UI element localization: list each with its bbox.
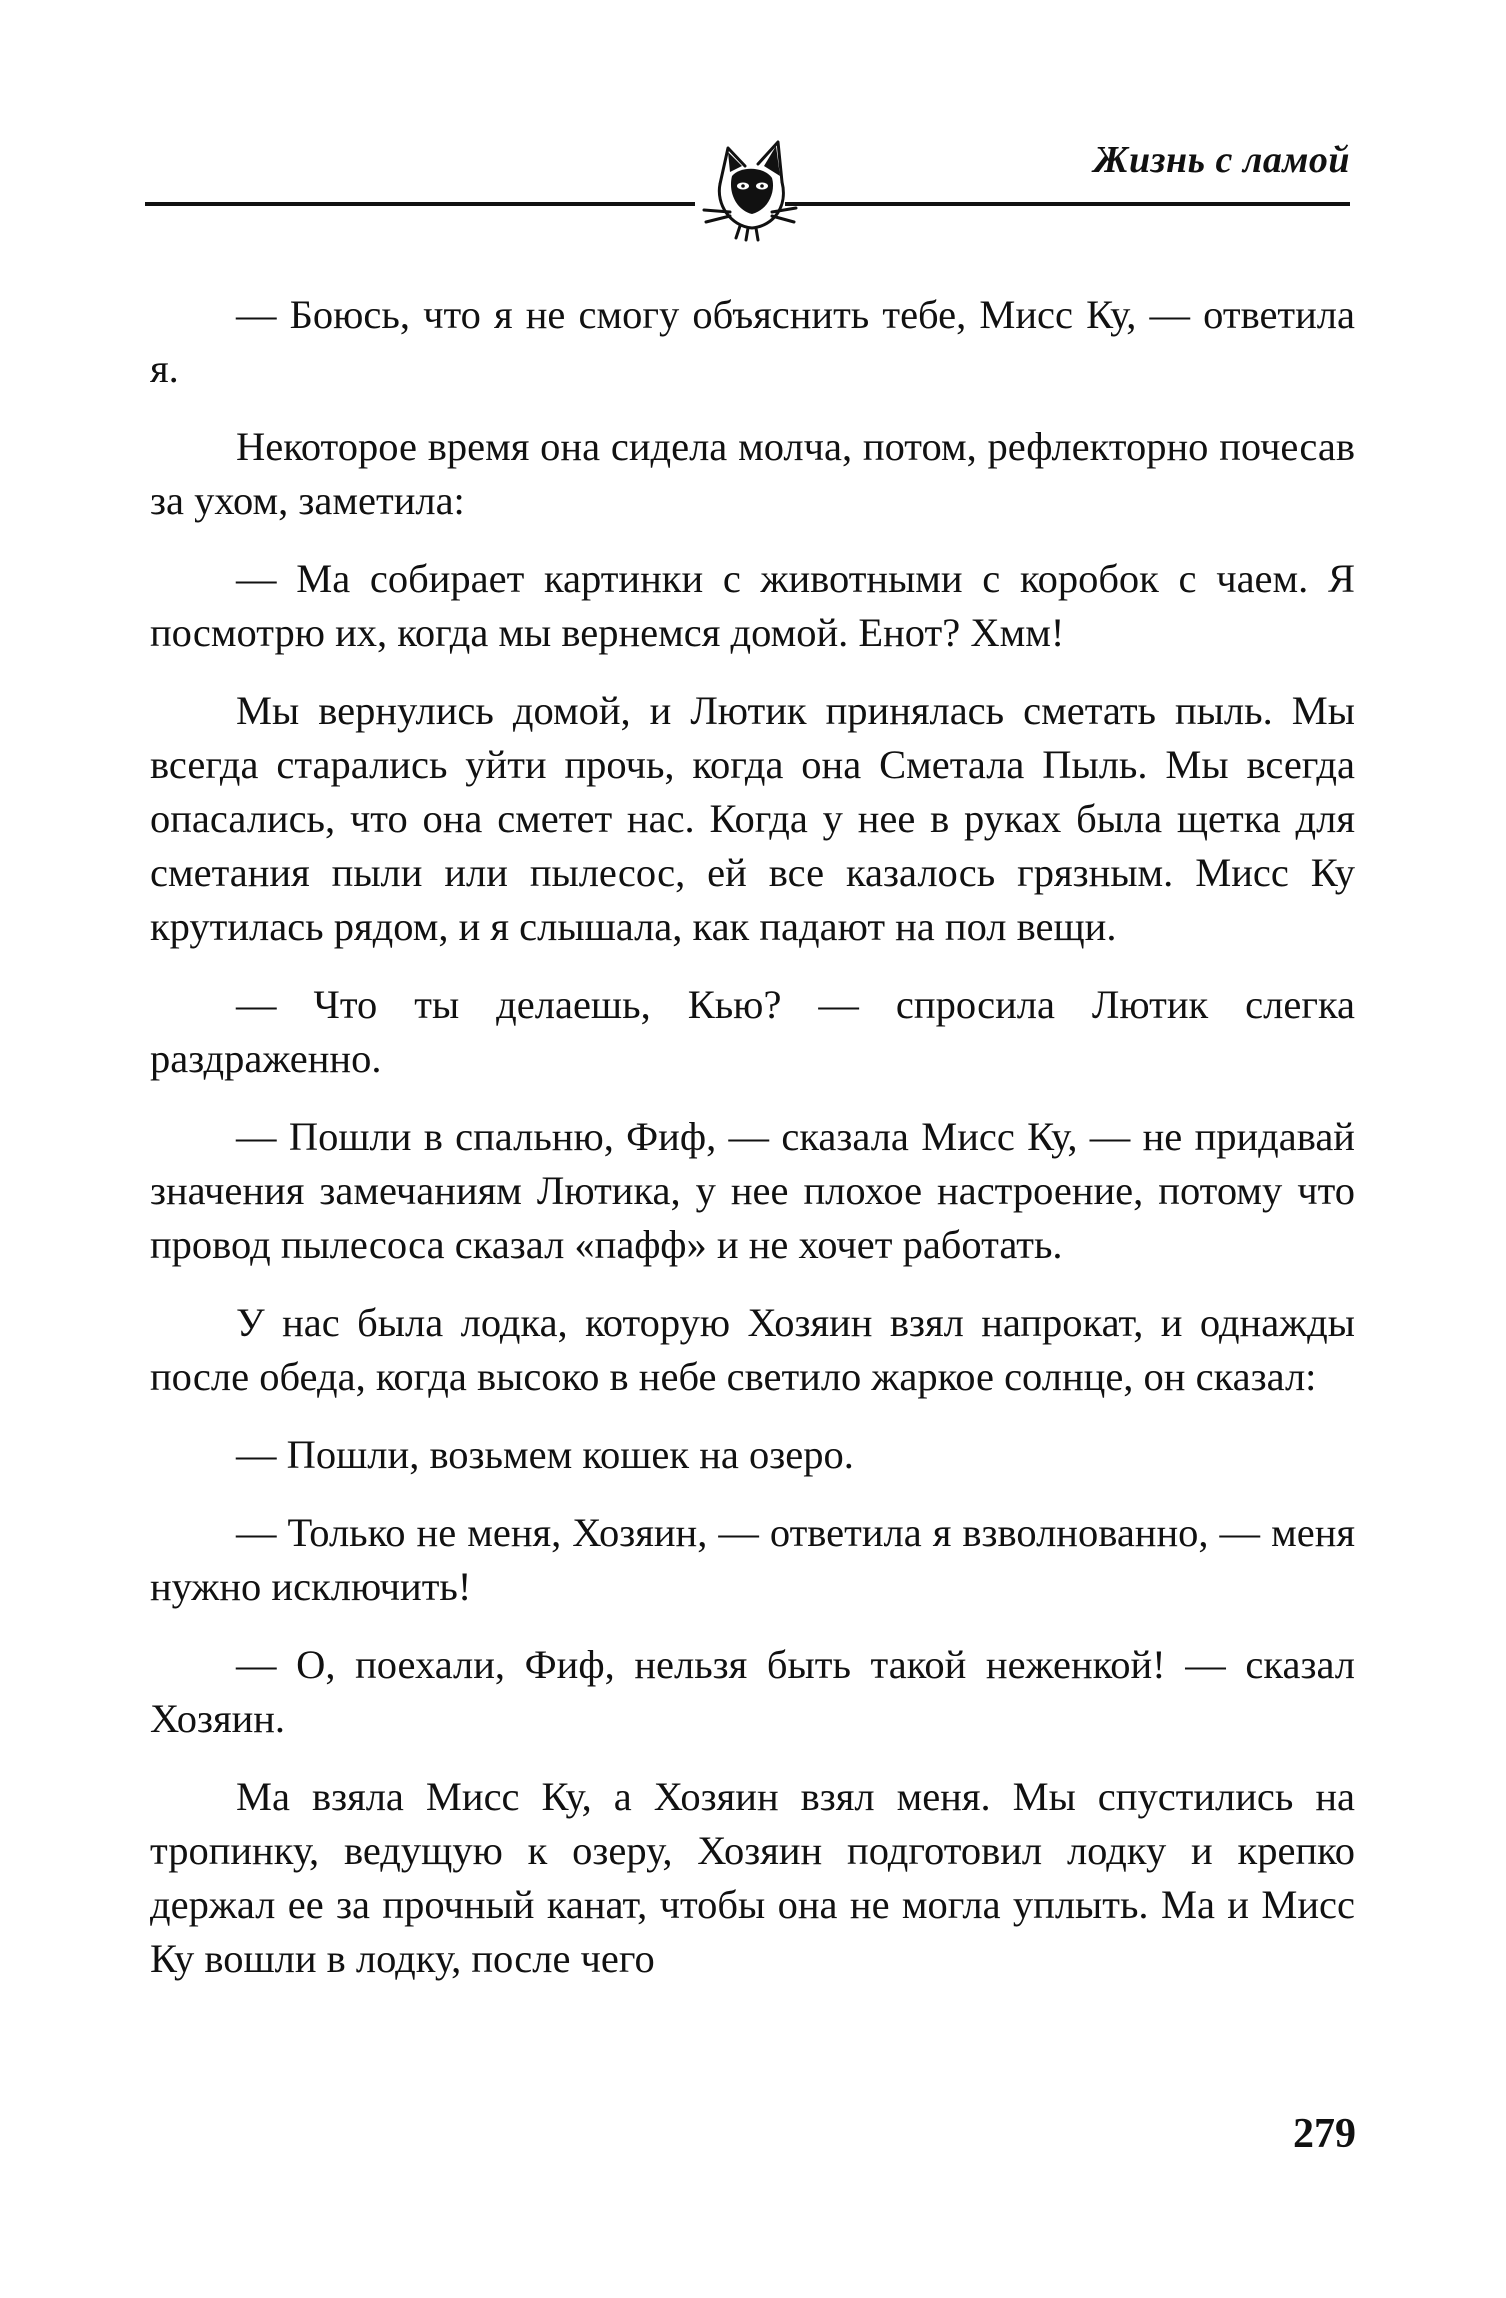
paragraph: — Пошли в спальню, Фиф, — сказала Мисс Ку, — не придавай значения замечаниям Лютика, у нее плохое настроение, потому что провод пылесоса сказал «пафф» и не хочет работать. (150, 1114, 1355, 1267)
paragraph: — Только не меня, Хозяин, — ответила я взволнованно, — меня нужно исключить! (150, 1510, 1355, 1609)
running-header (145, 120, 1350, 230)
cat-head-icon (690, 126, 810, 246)
paragraph: Некоторое время она сидела молча, потом, рефлекторно почесав за ухом, заметила: (150, 424, 1355, 523)
running-title: Жизнь с ламой (1093, 139, 1350, 181)
paragraph: — Боюсь, что я не смогу объяснить тебе, Мисс Ку, — ответила я. (150, 292, 1355, 391)
paragraph: Мы вернулись домой, и Лютик принялась сметать пыль. Мы всегда старались уйти прочь, когда она Сметала Пыль. Мы всегда опасались, что она сметет нас. Когда у нее в руках была щетка для сметания пыли или пылесос, ей все казалось грязным. Мисс Ку крутилась рядом, и я слышала, как падают на пол вещи. (150, 688, 1355, 949)
paragraph: — Что ты делаешь, Кью? — спросила Лютик слегка раздраженно. (150, 982, 1355, 1081)
paragraph: — О, поехали, Фиф, нельзя быть такой неженкой! — сказал Хозяин. (150, 1642, 1355, 1741)
paragraph: Ма взяла Мисс Ку, а Хозяин взял меня. Мы спустились на тропинку, ведущую к озеру, Хозяин подготовил лодку и крепко держал ее за прочный канат, чтобы она не могла уплыть. Ма и Мисс Ку вошли в лодку, после чего (150, 1774, 1355, 1981)
paragraph: У нас была лодка, которую Хозяин взял напрокат, и однажды после обеда, когда высоко в небе светило жаркое солнце, он сказал: (150, 1300, 1355, 1399)
page-number: 279 (1293, 2111, 1356, 2157)
paragraph: — Пошли, возьмем кошек на озеро. (236, 1432, 854, 1477)
header-rule-left (145, 202, 695, 206)
paragraph: — Ма собирает картинки с животными с коробок с чаем. Я посмотрю их, когда мы вернемся домой. Енот? Хмм! (150, 556, 1355, 655)
header-rule-right (785, 202, 1350, 206)
body-text (150, 288, 1355, 2010)
